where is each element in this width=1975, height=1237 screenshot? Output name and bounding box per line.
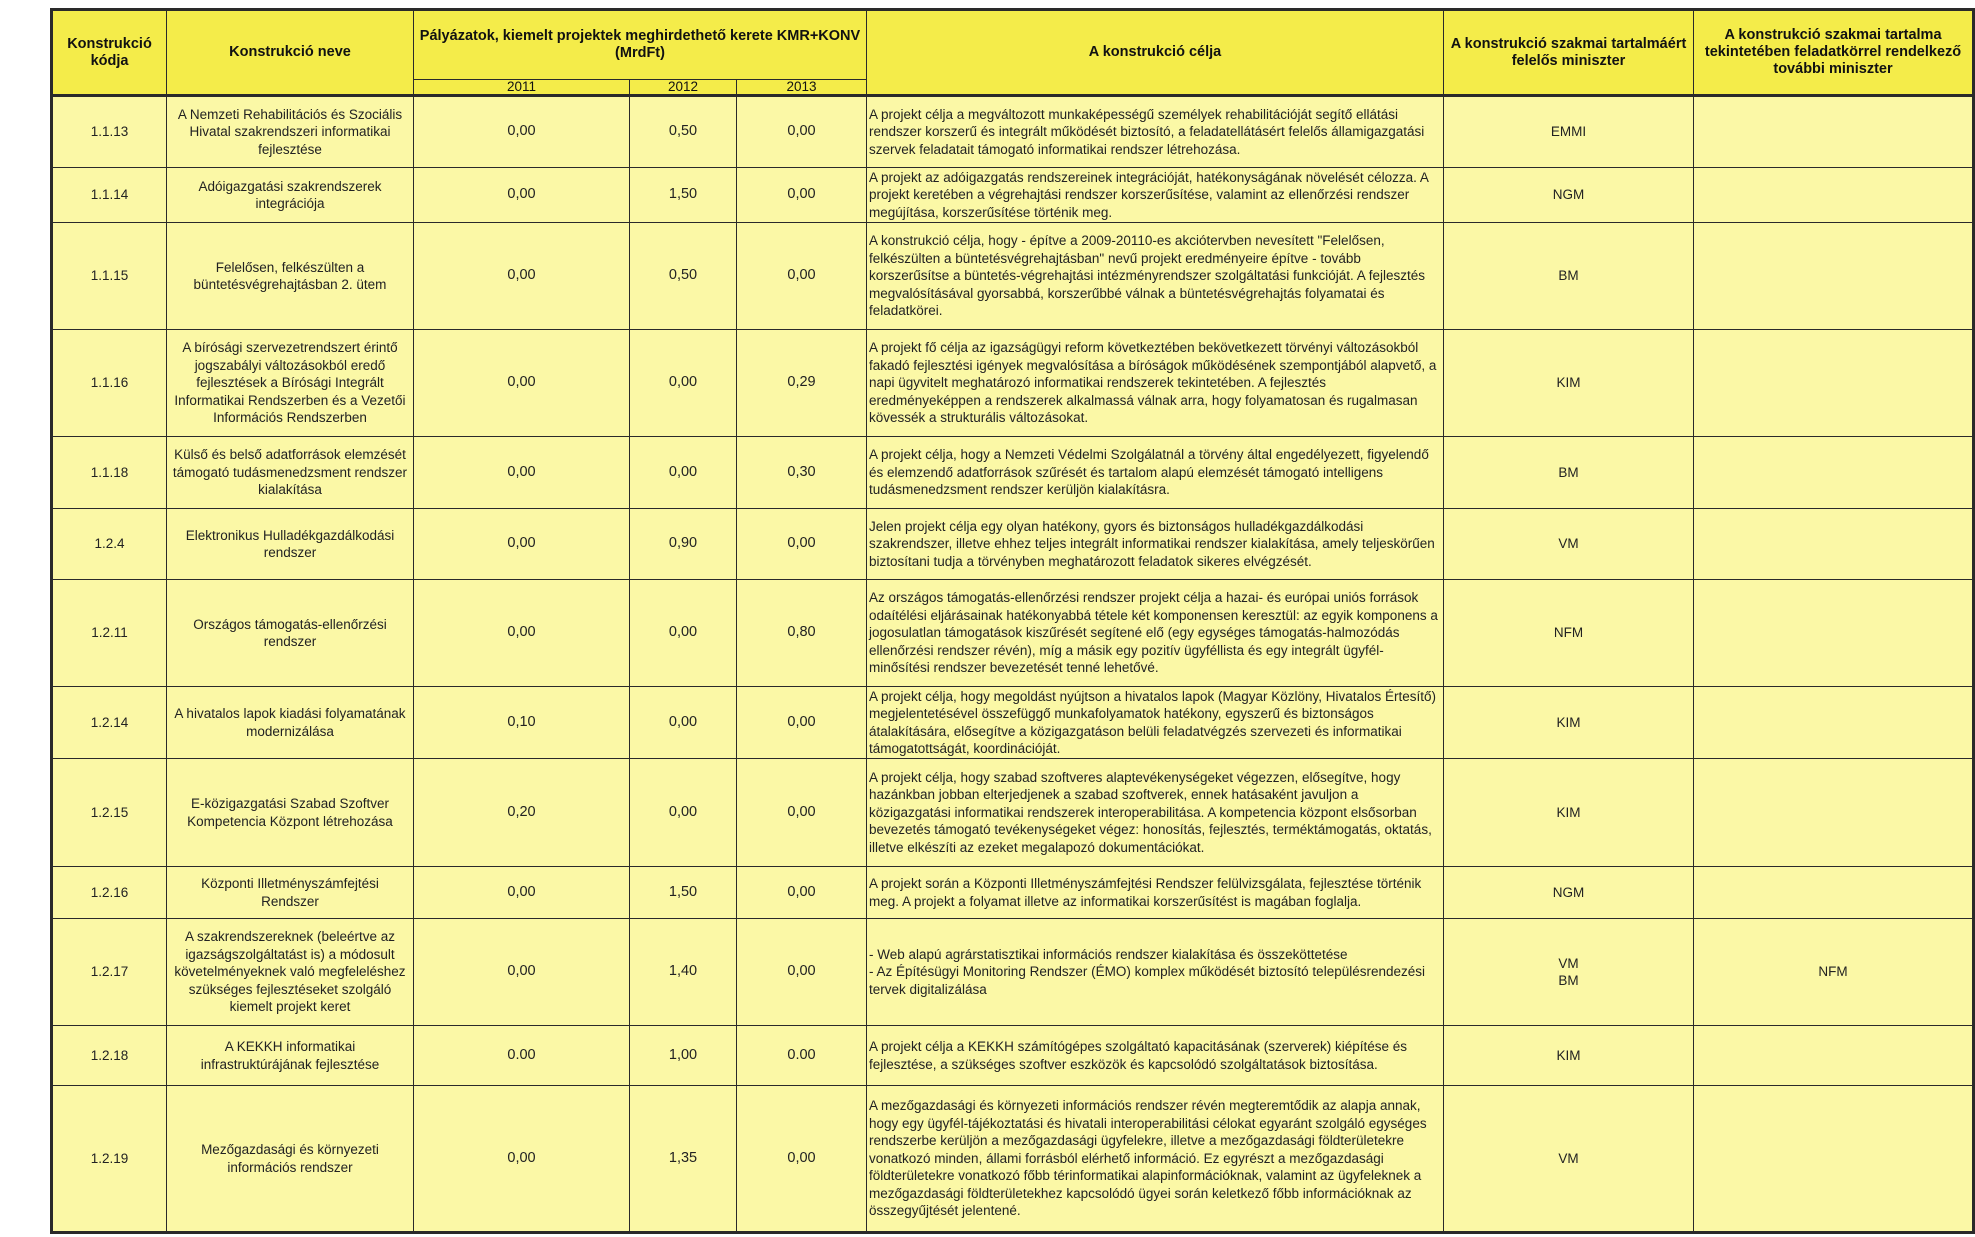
header-year-2013: 2013 [737, 80, 867, 96]
row-other-minister [1694, 1086, 1974, 1233]
row-value-2013: 0,00 [737, 223, 867, 330]
row-value-2012: 1,00 [630, 1026, 737, 1086]
row-code: 1.1.16 [52, 330, 167, 437]
row-value-2012: 0,00 [630, 330, 737, 437]
table-row [52, 437, 1974, 509]
row-value-2013: 0,30 [737, 437, 867, 509]
row-minister: KIM [1444, 687, 1694, 759]
header-other-minister: A konstrukció szakmai tartalma tekintetében feladatkörrel rendelkező további miniszter [1694, 10, 1974, 96]
row-value-2013: 0,00 [737, 867, 867, 919]
header-code: Konstrukció kódja [52, 10, 167, 96]
row-code: 1.2.18 [52, 1026, 167, 1086]
row-other-minister [1694, 437, 1974, 509]
row-minister: KIM [1444, 759, 1694, 867]
row-value-2013: 0,00 [737, 919, 867, 1026]
row-goal: A projekt célja a KEKKH számítógépes szolgáltató kapacitásának (szerverek) kiépítése és fejlesztése, a szükséges szoftver eszközök és kapcsolódó szolgáltatások biztosítása. [867, 1026, 1444, 1086]
row-other-minister [1694, 96, 1974, 168]
row-value-2012: 1,50 [630, 168, 737, 223]
row-other-minister [1694, 168, 1974, 223]
row-goal: A projekt célja a megváltozott munkaképességű személyek rehabilitációját segítő ellátási rendszer korszerű és integrált működését biztosító, a feladatellátásért felelős államigazgatási szervek feladatait támogató informatikai rendszer létrehozása. [867, 96, 1444, 168]
row-goal: A projekt során a Központi Illetményszámfejtési Rendszer felülvizsgálata, fejlesztése történik meg. A projekt a folyamat illetve az informatikai korszerűsítést is magában foglalja. [867, 867, 1444, 919]
row-value-2012: 1,40 [630, 919, 737, 1026]
construction-table-sheet [50, 8, 1975, 1234]
row-value-2012: 0,50 [630, 96, 737, 168]
row-minister: BM [1444, 437, 1694, 509]
header-minister: A konstrukció szakmai tartalmáért felelős miniszter [1444, 10, 1694, 96]
row-value-2012: 0,00 [630, 580, 737, 687]
row-value-2013: 0,00 [737, 1086, 867, 1233]
row-goal: - Web alapú agrárstatisztikai információs rendszer kialakítása és összeköttetése - Az Építésügyi Monitoring Rendszer (ÉMO) komplex működését biztosító településrendezési tervek digitalizálása [867, 919, 1444, 1026]
row-value-2011: 0,00 [414, 580, 630, 687]
row-value-2013: 0,00 [737, 96, 867, 168]
row-value-2012: 1,35 [630, 1086, 737, 1233]
header-year-2012: 2012 [630, 80, 737, 96]
table-row [52, 580, 1974, 687]
row-name: Országos támogatás-ellenőrzési rendszer [167, 580, 414, 687]
row-name: A bírósági szervezetrendszert érintő jogszabályi változásokból eredő fejlesztések a Bírósági Integrált Informatikai Rendszerben és a Vezetői Információs Rendszerben [167, 330, 414, 437]
table-row [52, 1086, 1974, 1233]
row-code: 1.1.13 [52, 96, 167, 168]
row-value-2011: 0,00 [414, 96, 630, 168]
row-value-2011: 0.00 [414, 1026, 630, 1086]
row-value-2013: 0.00 [737, 1026, 867, 1086]
row-value-2013: 0,00 [737, 687, 867, 759]
row-goal: A projekt fő célja az igazságügyi reform következtében bekövetkezett törvényi változásokból fakadó fejlesztési igények megvalósítása a bíróságok működésének szempontjából alapvető, a napi ügyvitelt meghatározó informatikai rendszerek tekintetében. A fejlesztés eredményeképpen a rendszerek alkalmassá válnak arra, hogy folyamatosan és rugalmasan kövessék a strukturális változásokat. [867, 330, 1444, 437]
row-name: Adóigazgatási szakrendszerek integrációja [167, 168, 414, 223]
row-value-2012: 1,50 [630, 867, 737, 919]
row-other-minister [1694, 223, 1974, 330]
row-minister: NGM [1444, 867, 1694, 919]
row-code: 1.1.14 [52, 168, 167, 223]
row-code: 1.2.4 [52, 509, 167, 580]
table-row [52, 96, 1974, 168]
row-minister: KIM [1444, 330, 1694, 437]
table-row [52, 867, 1974, 919]
row-value-2013: 0,80 [737, 580, 867, 687]
table-row [52, 1026, 1974, 1086]
row-value-2011: 0,10 [414, 687, 630, 759]
row-code: 1.2.19 [52, 1086, 167, 1233]
row-value-2011: 0,00 [414, 223, 630, 330]
row-other-minister [1694, 687, 1974, 759]
row-other-minister [1694, 509, 1974, 580]
row-code: 1.1.18 [52, 437, 167, 509]
construction-table [50, 8, 1975, 1234]
row-code: 1.2.14 [52, 687, 167, 759]
table-row [52, 687, 1974, 759]
header-name: Konstrukció neve [167, 10, 414, 96]
row-other-minister [1694, 580, 1974, 687]
row-value-2012: 0,50 [630, 223, 737, 330]
row-name: Külső és belső adatforrások elemzését támogató tudásmenedzsment rendszer kialakítása [167, 437, 414, 509]
row-minister: NGM [1444, 168, 1694, 223]
row-code: 1.2.15 [52, 759, 167, 867]
row-value-2011: 0,00 [414, 330, 630, 437]
row-value-2012: 0,90 [630, 509, 737, 580]
row-code: 1.1.15 [52, 223, 167, 330]
row-minister: BM [1444, 223, 1694, 330]
row-name: A Nemzeti Rehabilitációs és Szociális Hivatal szakrendszeri informatikai fejlesztése [167, 96, 414, 168]
row-value-2011: 0,00 [414, 437, 630, 509]
row-name: Felelősen, felkészülten a büntetésvégrehajtásban 2. ütem [167, 223, 414, 330]
header-budget: Pályázatok, kiemelt projektek meghirdethető kerete KMR+KONV (MrdFt) [414, 10, 867, 80]
row-name: Elektronikus Hulladékgazdálkodási rendszer [167, 509, 414, 580]
row-goal: Jelen projekt célja egy olyan hatékony, gyors és biztonságos hulladékgazdálkodási szakrendszer, illetve ehhez teljes integrált informatikai rendszer kialakítása, amely teljeskörűen biztosítani tudja a törvényben meghatározott feladatok sikeres elvégzését. [867, 509, 1444, 580]
row-other-minister [1694, 330, 1974, 437]
row-value-2012: 0,00 [630, 687, 737, 759]
row-value-2011: 0,00 [414, 168, 630, 223]
row-other-minister [1694, 867, 1974, 919]
row-other-minister: NFM [1694, 919, 1974, 1026]
row-value-2011: 0,00 [414, 867, 630, 919]
row-value-2013: 0,00 [737, 509, 867, 580]
row-minister: KIM [1444, 1026, 1694, 1086]
row-goal: A projekt célja, hogy a Nemzeti Védelmi Szolgálatnál a törvény által engedélyezett, figyelendő és elemzendő adatforrások szűrését és tartalom alapú elemzését támogató intelligens tudásmenedzsment rendszer kerüljön kialakításra. [867, 437, 1444, 509]
row-goal: A projekt az adóigazgatás rendszereinek integrációját, hatékonyságának növelését célozza. A projekt keretében a végrehajtási rendszer korszerűsítése, valamint az ellenőrzési rendszer megújítása, korszerűsítése történik meg. [867, 168, 1444, 223]
row-goal: Az országos támogatás-ellenőrzési rendszer projekt célja a hazai- és európai uniós források odaítélési eljárásainak hatékonyabbá tétele két komponensen keresztül: az egyik komponens a jogosulatlan támogatások kiszűrését segítené elő (egy egységes támogatás-halmozódás ellenőrzési rendszer révén), míg a másik egy pozitív ügyféllista és egy integrált ügyfél-minősítési rendszer bevezetését tenné lehetővé. [867, 580, 1444, 687]
header-row [52, 10, 1974, 80]
row-value-2013: 0,00 [737, 759, 867, 867]
row-name: E-közigazgatási Szabad Szoftver Kompetencia Központ létrehozása [167, 759, 414, 867]
row-goal: A projekt célja, hogy szabad szoftveres alaptevékenységeket végezzen, elősegítve, hogy hazánkban jobban elterjedjenek a szabad szoftverek, ennek hatásaként javuljon a közigazgatási informatikai rendszerek interoperabilitása. A kompetencia központ elsősorban bevezetés támogató tevékenységeket végez: honosítás, fejlesztés, terméktámogatás, oktatás, illetve elkészíti az ezeket megalapozó dokumentációkat. [867, 759, 1444, 867]
table-row [52, 168, 1974, 223]
row-other-minister [1694, 1026, 1974, 1086]
row-name: A hivatalos lapok kiadási folyamatának modernizálása [167, 687, 414, 759]
row-goal: A konstrukció célja, hogy - építve a 2009-20110-es akciótervben nevesített "Felelősen, felkészülten a büntetésvégrehajtásban" nevű projekt eredményeire építve - tovább korszerűsítse a büntetés-végrehajtási intézményrendszer szolgáltatási funkcióját. A fejlesztés megvalósításával gyorsabbá, korszerűbbé válnak a büntetésvégrehajtás folyamatai és feladatkörei. [867, 223, 1444, 330]
row-goal: A mezőgazdasági és környezeti információs rendszer révén megteremtődik az alapja annak, hogy egy ügyfél-tájékoztatási és hivatali interoperabilitási célokat egyaránt szolgáló egységes rendszerbe kerüljön a mezőgazdasági ügyfelekre, illetve a mezőgazdasági földterületekre vonatkozó minden, állami forrásból elérhető információ. Ez egyrészt a mezőgazdasági földterületekre vonatkozó főbb térinformatikai alapinformációknak, valamint az ügyfeleknek a mezőgazdasági földterületekhez kapcsolódó ügyei során keletkező főbb információknak az összegyűjtését jelentené. [867, 1086, 1444, 1233]
row-name: A KEKKH informatikai infrastruktúrájának fejlesztése [167, 1026, 414, 1086]
header-year-2011: 2011 [414, 80, 630, 96]
row-name: Mezőgazdasági és környezeti információs rendszer [167, 1086, 414, 1233]
row-other-minister [1694, 759, 1974, 867]
row-name: A szakrendszereknek (beleértve az igazságszolgáltatást is) a módosult követelményeknek való megfeleléshez szükséges fejlesztéseket szolgáló kiemelt projekt keret [167, 919, 414, 1026]
row-code: 1.2.11 [52, 580, 167, 687]
row-minister: VM [1444, 1086, 1694, 1233]
header-goal: A konstrukció célja [867, 10, 1444, 96]
row-value-2011: 0,00 [414, 919, 630, 1026]
table-row [52, 759, 1974, 867]
row-value-2012: 0,00 [630, 759, 737, 867]
table-row [52, 223, 1974, 330]
row-value-2011: 0,00 [414, 509, 630, 580]
row-minister: NFM [1444, 580, 1694, 687]
row-value-2013: 0,00 [737, 168, 867, 223]
row-name: Központi Illetményszámfejtési Rendszer [167, 867, 414, 919]
row-minister: VM [1444, 509, 1694, 580]
row-value-2013: 0,29 [737, 330, 867, 437]
table-row [52, 919, 1974, 1026]
table-body [52, 96, 1974, 1233]
row-code: 1.2.17 [52, 919, 167, 1026]
table-row [52, 330, 1974, 437]
row-value-2011: 0,20 [414, 759, 630, 867]
row-code: 1.2.16 [52, 867, 167, 919]
row-minister: EMMI [1444, 96, 1694, 168]
row-value-2012: 0,00 [630, 437, 737, 509]
row-value-2011: 0,00 [414, 1086, 630, 1233]
row-goal: A projekt célja, hogy megoldást nyújtson a hivatalos lapok (Magyar Közlöny, Hivatalos Értesítő) megjelentetésével összefüggő munkafolyamatok hatékony, egyszerű és biztonságos átalakítására, elősegítve a közigazgatáson belüli feladatvégzés szervezeti és informatikai támogatottságát, koordinációját. [867, 687, 1444, 759]
row-minister: VM BM [1444, 919, 1694, 1026]
table-row [52, 509, 1974, 580]
